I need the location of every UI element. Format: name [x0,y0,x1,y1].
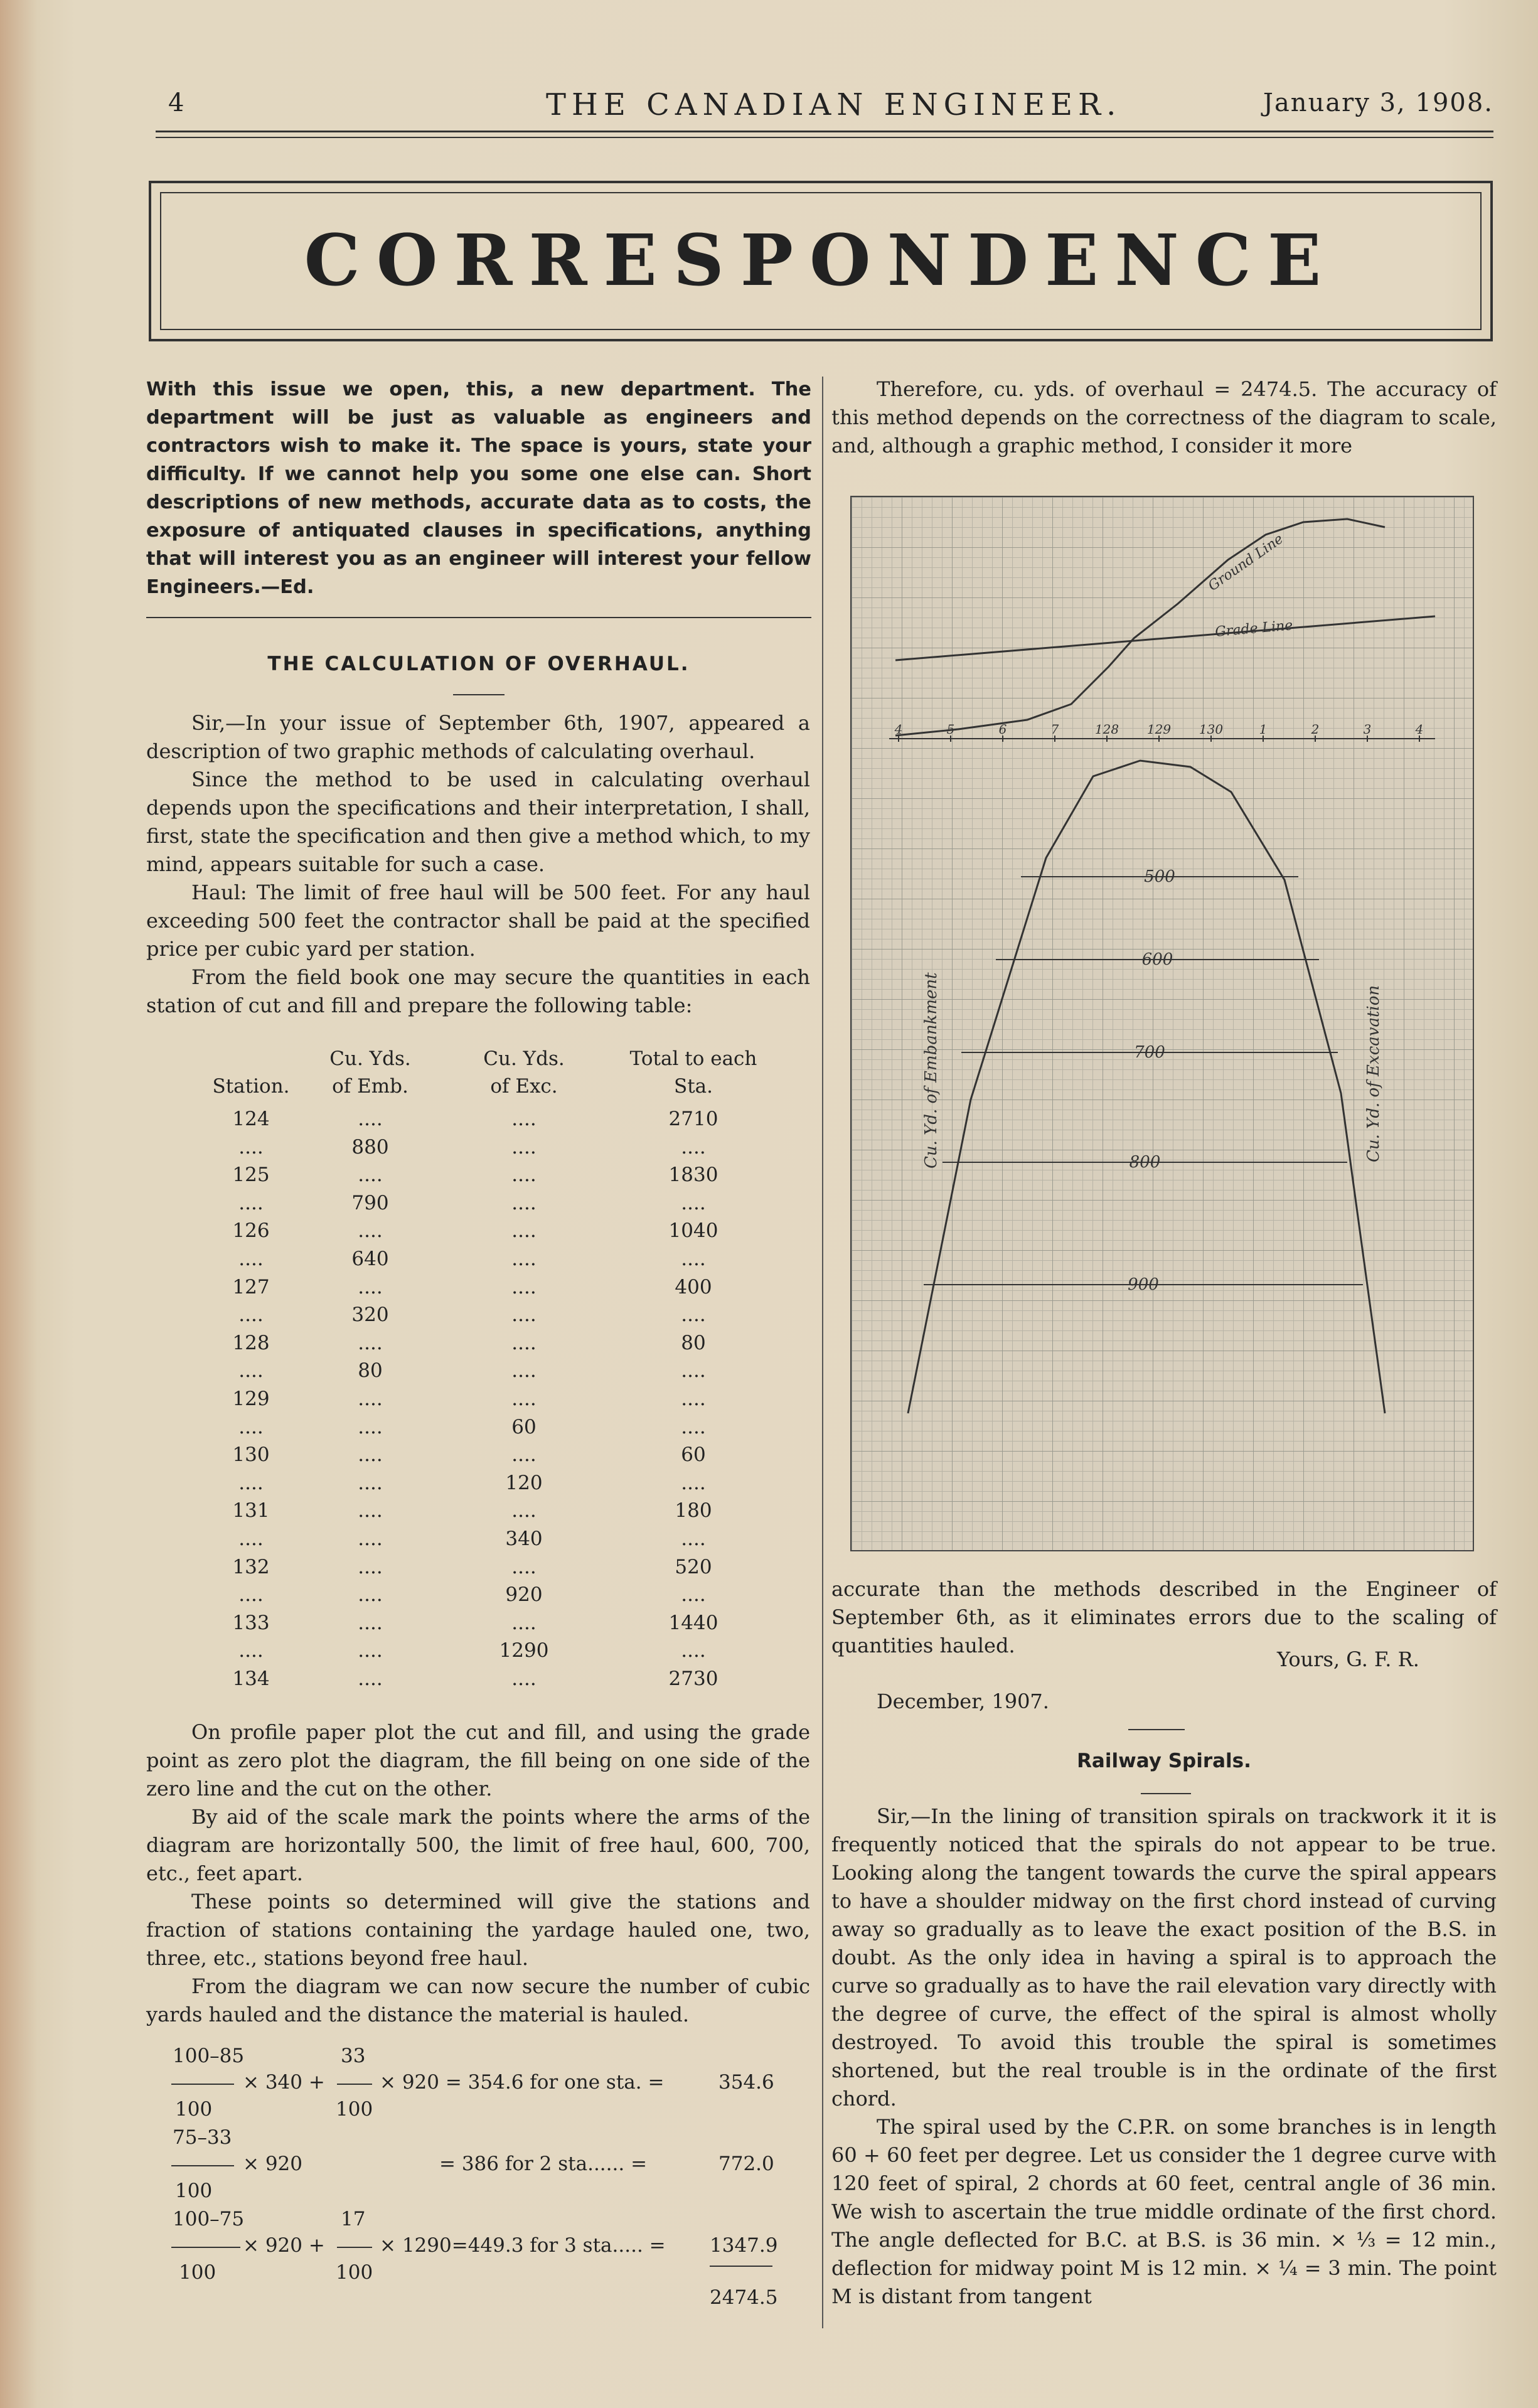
calc-fraction-bar [171,2165,234,2166]
table-row [188,1639,791,1667]
table-cell: .... [511,1108,537,1130]
table-cell: .... [238,1528,264,1550]
calc-line1-result: 354.6 [718,2071,774,2094]
table-cell: .... [358,1275,383,1298]
table-row [188,1192,791,1219]
table-cell: .... [681,1639,706,1662]
table-cell: 131 [232,1499,270,1522]
table-cell: 128 [232,1331,270,1354]
table-header-total: Total to each Sta. [629,1047,757,1098]
table-cell: 129 [232,1388,270,1410]
calc-line1-numerator: 100–85 [173,2045,245,2067]
calc-sum-rule [710,2266,772,2267]
table-row [188,1219,791,1247]
table-cell: .... [511,1388,537,1410]
table-header-station: Station. [212,1075,290,1098]
calc-line1-denominator: 100 [175,2098,213,2121]
table-row [188,1612,791,1639]
table-cell: .... [358,1388,383,1410]
paragraph: Since the method to be used in calculating overhaul depends upon the specifications and their interpretation, I shall, first, state the specification and then give a method which, to my mind, appears suitable for such a case. [146,768,810,876]
table-cell: 640 [351,1248,389,1270]
table-cell: 60 [681,1443,706,1467]
station-label: 5 [946,722,955,737]
paragraph: accurate than the methods described in the Engineer of September 6th, as it eliminates errors due to the scaling of quantities hauled. [831,1577,1497,1657]
page-number: 4 [168,88,187,117]
paragraph: From the field book one may secure the quantities in each station of cut and fill and prepare the following table: [146,965,810,1017]
table-cell: .... [511,1331,537,1354]
station-label: 6 [998,722,1007,737]
haul-level-label: 500 [1144,867,1175,886]
table-cell: 124 [232,1108,270,1130]
table-cell: .... [238,1471,264,1494]
haul-level-lines [924,867,1363,1294]
table-cell: .... [681,1359,706,1383]
title-short-rule [453,694,505,695]
ground-line-label: Ground Line [1205,531,1286,594]
table-cell: .... [358,1583,383,1607]
table-cell: 1440 [668,1611,718,1634]
table-cell: .... [358,1164,383,1187]
intro-rule [146,617,811,618]
calc-line3-denominator2: 100 [336,2261,373,2284]
table-row [188,1359,791,1387]
table-cell: .... [511,1667,537,1690]
table-cell: .... [681,1583,706,1607]
table-cell: .... [358,1667,383,1690]
table-row [188,1499,791,1527]
table-row [188,1332,791,1359]
table-cell: 125 [232,1164,270,1187]
table-cell: .... [511,1248,537,1270]
table-cell: .... [511,1303,537,1327]
calc-fraction-bar [337,2084,372,2085]
table-cell: .... [358,1611,383,1634]
table-cell: .... [358,1471,383,1494]
calc-line1-a: × 340 + [243,2071,325,2094]
table-row [188,1388,791,1415]
paragraph: Haul: The limit of free haul will be 500 feet. For any haul exceeding 500 feet the contractor shall be paid at the specified price per cubic yard per station. [146,880,810,961]
table-header-row [188,1045,791,1101]
table-cell: .... [358,1528,383,1550]
section-short-rule [1128,1729,1185,1730]
paragraph: Sir,—In the lining of transition spirals on trackwork it it is frequently noticed that the spirals do not appear to be true. Looking along the tangent towards the curve the spiral appears to have a shoulder midway on the first chord instead of curving away so gradually as to leave the exact position of the B.S. in doubt. As the only idea in having a spiral is to approach the curve so gradually as to have the rail elevation vary directly with the degree of curve, the effect of the spiral is almost wholly destroyed. To avoid this trouble the spiral is sometimes shortened, but the real trouble is in the ordinate of the first chord. [831,1804,1497,2111]
diagram-svg [852,497,1475,1553]
calc-line2-b: = 386 for 2 sta...... = [439,2153,648,2175]
table-cell: 790 [351,1191,389,1214]
table-cell: .... [358,1499,383,1522]
table-cell: .... [238,1583,264,1607]
table-row [188,1667,791,1695]
table-cell: 132 [232,1555,270,1578]
calc-line3-denominator: 100 [179,2261,216,2284]
table-cell: 134 [232,1667,270,1690]
table-row [188,1528,791,1555]
table-cell: .... [358,1331,383,1354]
table-cell: 2730 [668,1667,718,1690]
calc-line2-numerator: 75–33 [173,2126,232,2149]
calc-line2-result: 772.0 [718,2153,774,2175]
calc-fraction-bar [171,2084,234,2085]
table-cell: .... [358,1639,383,1662]
table-cell: .... [511,1611,537,1634]
calc-line3-b: × 1290=449.3 for 3 sta..... = [380,2234,666,2257]
table-cell: .... [681,1471,706,1494]
table-cell: .... [681,1388,706,1410]
table-cell: 127 [232,1275,270,1298]
table-cell: .... [681,1415,706,1438]
calc-line2-a: × 920 [243,2153,302,2175]
table-row [188,1583,791,1611]
table-cell: 920 [505,1583,543,1607]
table-cell: 1040 [668,1219,718,1243]
article-title-spirals: Railway Spirals. [1077,1750,1251,1772]
paragraph: These points so determined will give the stations and fraction of stations containing the yardage hauled one, two, three, etc., stations beyond free haul. [146,1890,810,1970]
table-cell: .... [511,1359,537,1383]
table-cell: 60 [511,1415,537,1438]
haul-level-label: 700 [1134,1043,1165,1062]
calc-total: 2474.5 [710,2286,778,2309]
paragraph: By aid of the scale mark the points where the arms of the diagram are horizontally 500, the limit of free haul, 600, 700, etc., feet apart. [146,1805,810,1885]
table-row [188,1108,791,1135]
table-cell: 2710 [668,1108,718,1130]
table-cell: .... [238,1135,264,1159]
paragraph: Sir,—In your issue of September 6th, 1907, appeared a description of two graphic methods of calculating overhaul. [146,711,810,763]
table-row [188,1276,791,1303]
paragraph: Therefore, cu. yds. of overhaul = 2474.5. The accuracy of this method depends on the correctness of the diagram to scale, and, although a graphic method, I consider it more [831,377,1497,458]
table-row [188,1556,791,1583]
haul-level-label: 600 [1141,950,1173,969]
column-divider [822,377,823,2328]
station-label: 3 [1363,722,1372,737]
spirals-body [831,1802,1497,2311]
table-cell: .... [238,1639,264,1662]
mass-diagram-curve [908,761,1385,1413]
overhaul-body-2 [146,1718,810,2029]
calc-fraction-bar [171,2247,240,2248]
table-cell: 80 [358,1359,383,1383]
issue-date: January 3, 1908. [1263,88,1493,117]
station-label: 130 [1199,722,1224,737]
calc-line3-numerator2: 17 [341,2208,366,2230]
table-cell: 80 [681,1331,706,1354]
station-label: 1 [1259,722,1268,737]
table-cell: .... [511,1499,537,1522]
calc-line3-result: 1347.9 [710,2234,778,2257]
table-cell: .... [238,1303,264,1327]
table-cell: .... [681,1135,706,1159]
table-cell: 340 [505,1528,543,1550]
table-cell: .... [238,1359,264,1383]
station-label: 4 [894,722,903,737]
table-header-exc: Cu. Yds. of Exc. [483,1047,565,1098]
haul-level-label: 800 [1129,1153,1161,1172]
table-cell: .... [681,1248,706,1270]
table-row [188,1303,791,1331]
station-label: 4 [1415,722,1424,737]
calc-line1-numerator2: 33 [341,2045,366,2067]
table-header-emb: Cu. Yds. of Emb. [329,1047,411,1098]
table-row [188,1164,791,1191]
station-label: 2 [1311,722,1320,737]
station-label: 7 [1050,722,1059,737]
editor-intro [146,375,811,601]
calc-fraction-bar [337,2247,372,2248]
overhaul-body-1 [146,709,810,1020]
section-title: CORRESPONDENCE [304,220,1338,302]
editor-intro-text: With this issue we open, this, a new department. The department will be just as valuable as engineers and contractors wish to make it. The space is yours, state your difficulty. If we cannot help you some one else can. Short descriptions of new methods, accurate data as to costs, the exposure of antiquated clauses in specifications, anything that will interest you as an engineer will interest your fellow Engineers.—Ed. [146,378,811,598]
table-cell: 133 [232,1611,270,1634]
table-cell: .... [358,1415,383,1438]
paragraph: From the diagram we can now secure the number of cubic yards hauled and the distance the material is hauled. [146,1974,810,2026]
calc-line1-b: × 920 = 354.6 for one sta. = [380,2071,665,2094]
table-cell: .... [511,1555,537,1578]
header-rule-top [156,131,1493,132]
title-short-rule [1141,1793,1191,1794]
header-rule-bottom [156,137,1493,138]
table-cell: 126 [232,1219,270,1243]
table-cell: .... [358,1219,383,1243]
table-row [188,1472,791,1499]
table-cell: .... [511,1164,537,1187]
table-cell: 520 [675,1555,712,1578]
haul-level-label: 900 [1128,1275,1159,1294]
table-cell: .... [238,1415,264,1438]
table-row [188,1416,791,1443]
paragraph: On profile paper plot the cut and fill, and using the grade point as zero plot the diagram, the fill being on one side of the zero line and the cut on the other. [146,1720,810,1801]
table-cell: 400 [675,1275,712,1298]
table-cell: 1290 [499,1639,549,1662]
table-row [188,1248,791,1275]
correspondence-banner [149,181,1493,341]
table-cell: .... [511,1275,537,1298]
signature: Yours, G. F. R. [1277,1647,1419,1671]
overhaul-conclusion [831,375,1497,460]
table-row [188,1443,791,1471]
table-cell: .... [358,1555,383,1578]
running-header [157,85,1493,122]
table-cell: 880 [351,1135,389,1159]
table-cell: 1830 [668,1164,718,1187]
overhaul-diagram [850,496,1474,1551]
table-cell: .... [358,1108,383,1130]
left-axis-label: Cu. Yd. of Embankment [922,972,941,1169]
right-axis-label: Cu. Yd. of Excavation [1364,985,1383,1162]
paragraph: The spiral used by the C.P.R. on some branches is in length 60 + 60 feet per degree. Let us consider the 1 degree curve with 120 feet of spiral, 2 chords at 60 feet, central angle of 36 min. We wish to ascertain the true middle ordinate of the first chord. The angle deflected for B.C. at B.S. is 36 min. × ⅓ = 12 min., deflection for midway point M is 12 min. × ¼ = 3 min. The point M is distant from tangent [831,2115,1497,2308]
table-cell: 320 [351,1303,389,1327]
table-cell: .... [238,1248,264,1270]
table-cell: 180 [675,1499,712,1522]
table-cell: 130 [232,1443,270,1467]
station-label: 128 [1094,722,1119,737]
table-cell: .... [238,1191,264,1214]
table-cell: 120 [505,1471,543,1494]
table-cell: .... [681,1303,706,1327]
grade-line [895,616,1435,660]
calc-line3-numerator: 100–75 [173,2208,245,2230]
calc-line1-denominator2: 100 [336,2098,373,2121]
table-cell: .... [511,1443,537,1467]
table-cell: .... [681,1191,706,1214]
table-cell: .... [358,1443,383,1467]
table-cell: .... [681,1528,706,1550]
grade-line-label: Grade Line [1214,618,1294,640]
table-row [188,1136,791,1164]
calc-line2-denominator: 100 [175,2180,213,2202]
table-cell: .... [511,1135,537,1159]
station-label: 129 [1146,722,1172,737]
journal-title: THE CANADIAN ENGINEER. [546,87,1122,122]
article-title-overhaul: THE CALCULATION OF OVERHAUL. [267,653,690,675]
table-cell: .... [511,1219,537,1243]
dateline: December, 1907. [877,1689,1049,1713]
table-cell: .... [511,1191,537,1214]
calc-line3-a: × 920 + [243,2234,325,2257]
